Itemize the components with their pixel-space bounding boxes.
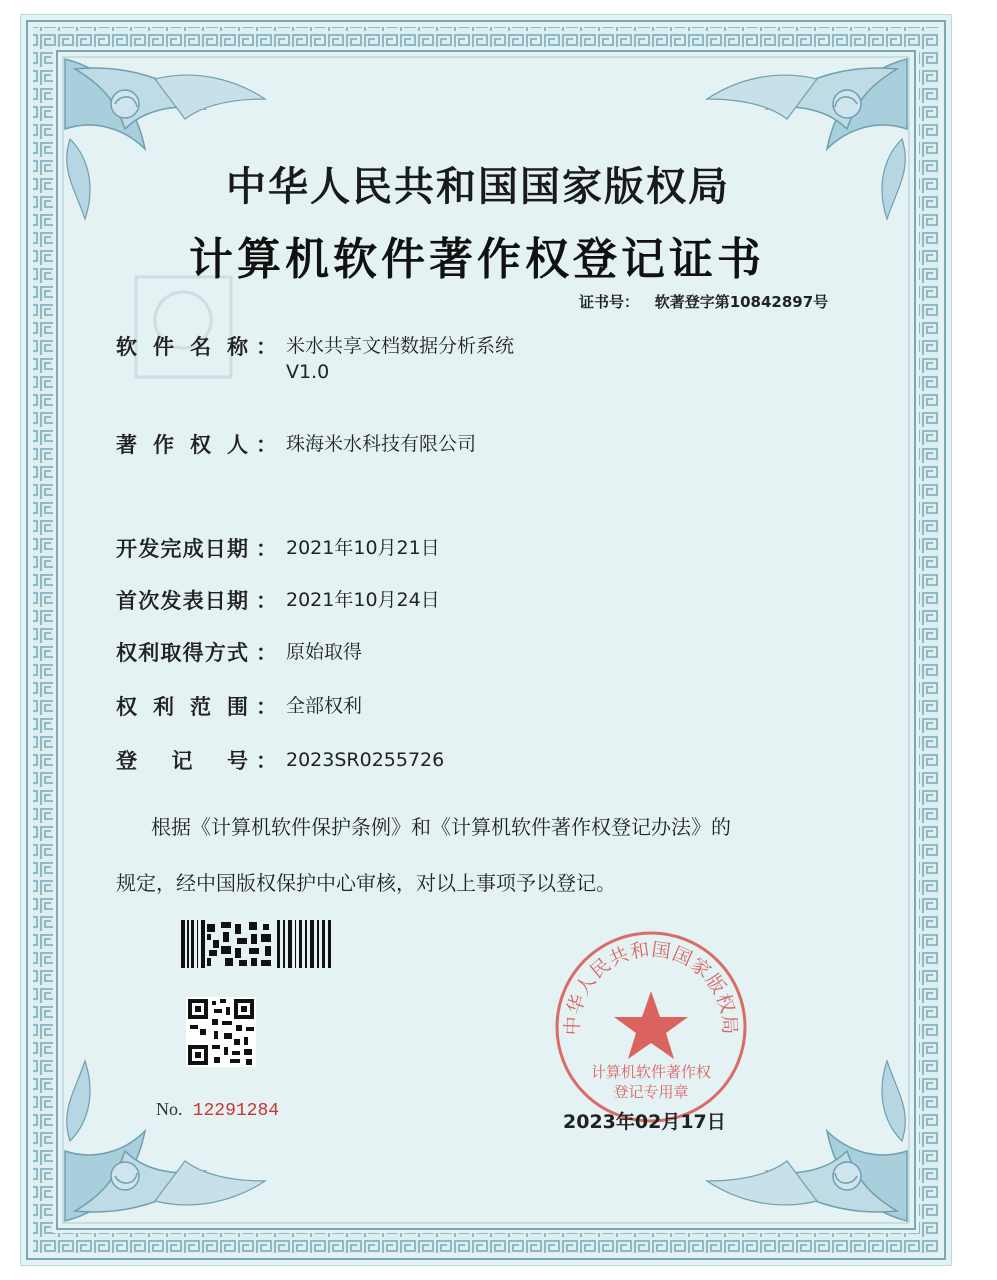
field-label: 登记号 (116, 749, 248, 773)
seal-arc-text: 中华人民共和国国家版权局 (561, 938, 741, 1036)
statement-line-2: 规定，经中国版权保护中心审核，对以上事项予以登记。 (116, 871, 616, 895)
field-value: 米水共享文档数据分析系统 V1.0 (286, 335, 515, 383)
field-value: 2021年10月24日 (286, 589, 440, 611)
serial-number-value: 12291284 (192, 1101, 280, 1121)
field-value: 2021年10月21日 (286, 537, 440, 559)
barcode-icon (181, 920, 331, 968)
seal-line-2: 登记专用章 (613, 1083, 689, 1101)
seal-line-1: 计算机软件著作权 (590, 1063, 712, 1081)
issuer-title: 中华人民共和国国家版权局 (226, 164, 730, 210)
field-label: 权利取得方式 (116, 641, 248, 665)
certificate-number-value: 软著登字第10842897号 (654, 293, 829, 311)
field-label: 权利范围 (116, 695, 248, 719)
certificate: 中华人民共和国国家版权局 计算机软件著作权登记证书 证书号： 软著登字第10842897号 软件名称 ： 米水共享文档数据分析系统 V1.0 著作权人 ： 珠海米水科技有限公司 开发完成日期 ： 2021年10月21日 首次发表日期 ： 2021年10月24日 权利取得方式 ： 原始取得 权利范围 ： 全部权利 登记号 ： 2023SR0255726 根据《计算机软件保护条例》和《计算机软件著作权登记办法》的 规定，经中国版权保护中心审核，对以上事项予以登记。 No. 12291284 中华人民共和国国家版权局 计算机软件著作权 登记专用章 2023年02月17日 (20, 14, 952, 1266)
issue-date: 2023年02月17日 (563, 1111, 726, 1133)
field-label: 软件名称 (116, 335, 248, 359)
field-value: 珠海米水科技有限公司 (286, 433, 477, 455)
star-icon (614, 991, 688, 1059)
field-value: 原始取得 (286, 641, 363, 663)
official-seal (551, 927, 751, 1127)
certificate-title: 计算机软件著作权登记证书 (189, 234, 765, 285)
field-value: 全部权利 (286, 695, 363, 717)
field-label: 开发完成日期 (116, 537, 248, 561)
certificate-number-label: 证书号： (579, 293, 640, 311)
statement-line-1: 根据《计算机软件保护条例》和《计算机软件著作权登记办法》的 (151, 815, 731, 839)
field-label: 首次发表日期 (116, 589, 248, 613)
watermark-emblem (136, 277, 231, 377)
serial-number: No. 12291284 (156, 1099, 280, 1121)
field-label: 著作权人 (116, 433, 248, 457)
certificate-number (579, 291, 828, 312)
qr-code-icon (186, 997, 256, 1067)
field-value: 2023SR0255726 (286, 749, 445, 771)
